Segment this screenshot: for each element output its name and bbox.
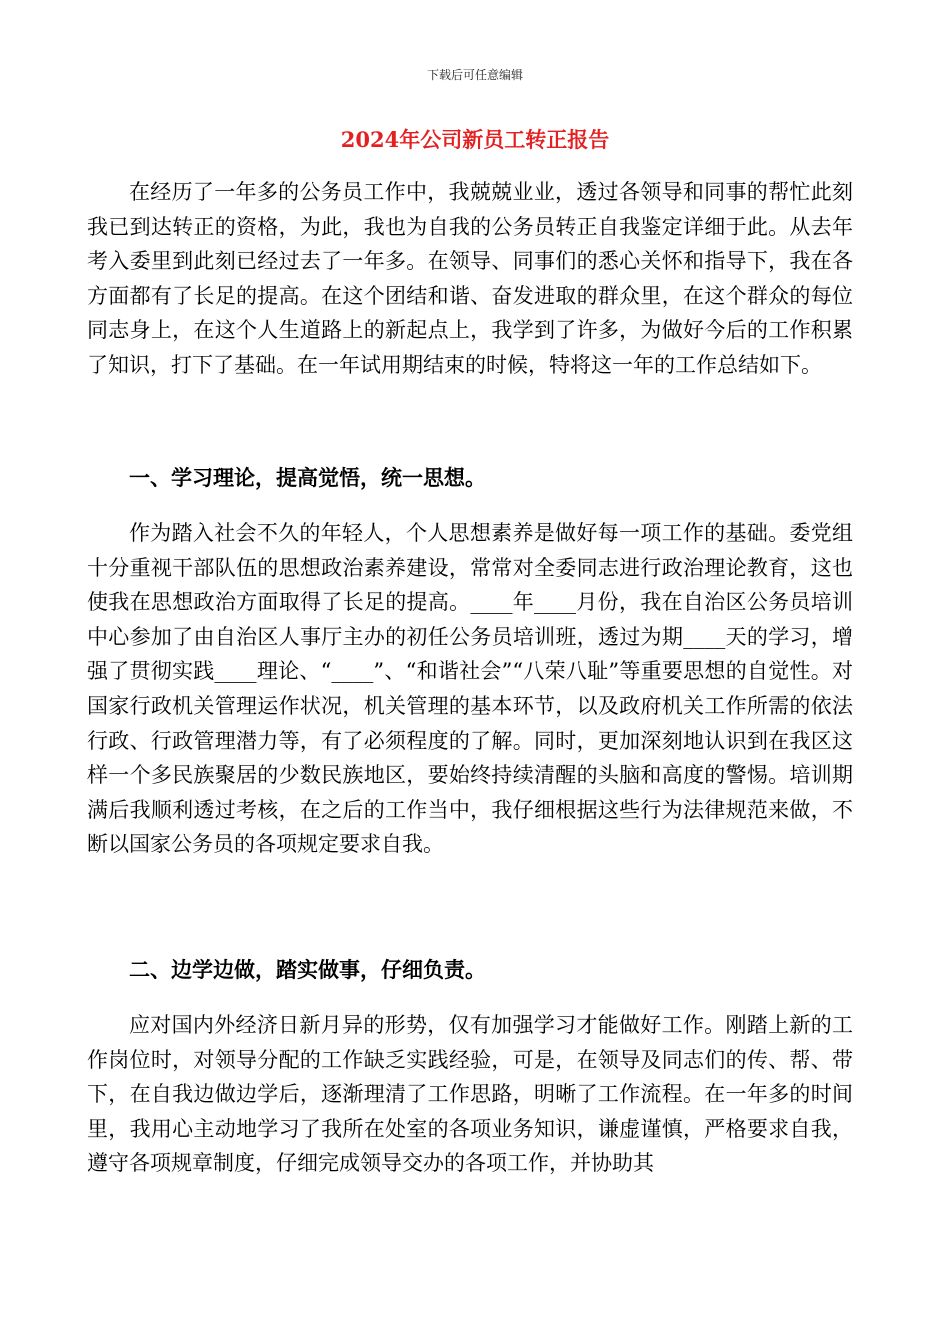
section-heading-2: 二、边学边做，踏实做事，仔细负责。: [129, 957, 486, 982]
intro-paragraph: 在经历了一年多的公务员工作中，我兢兢业业，透过各领导和同事的帮忙此刻我已到达转正的资格，为此，我也为自我的公务员转正自我鉴定详细于此。从去年考入委里到此刻已经过去了一年多。在领导、同事们的悉心关怀和指导下，我在各方面都有了长足的提高。在这个团结和谐、奋发进取的群众里，在这个群众的每位同志身上，在这个人生道路上的新起点上，我学到了许多，为做好今后的工作积累了知识，打下了基础。在一年试用期结束的时候，特将这一年的工作总结如下。: [87, 180, 853, 377]
section-body-2: 应对国内外经济日新月异的形势，仅有加强学习才能做好工作。刚踏上新的工作岗位时，对领导分配的工作缺乏实践经验，可是，在领导及同志们的传、帮、带下，在自我边做边学后，逐渐理清了工作思路，明晰了工作流程。在一年多的时间里，我用心主动地学习了我所在处室的各项业务知识，谦虚谨慎，严格要求自我，遵守各项规章制度，仔细完成领导交办的各项工作，并协助其: [87, 1013, 853, 1176]
document-title: 2024年公司新员工转正报告: [340, 127, 610, 152]
section-heading-1: 一、学习理论，提高觉悟，统一思想。: [129, 465, 486, 490]
section-body-1: 作为踏入社会不久的年轻人，个人思想素养是做好每一项工作的基础。委党组十分重视干部队伍的思想政治素养建设，常常对全委同志进行政治理论教育，这也使我在思想政治方面取得了长足的提高。____年____月份，我在自治区公务员培训中心参加了由自治区人事厅主办的初任公务员培训班，透过为期____天的学习，增强了贯彻实践____理论、“____”、“和谐社会”“八荣八耻”等重要思想的自觉性。对国家行政机关管理运作状况，机关管理的基本环节，以及政府机关工作所需的依法行政、行政管理潜力等，有了必须程度的了解。同时，更加深刻地认识到在我区这样一个多民族聚居的少数民族地区，要始终持续清醒的头脑和高度的警惕。培训期满后我顺利透过考核，在之后的工作当中，我仔细根据这些行为法律规范来做，不断以国家公务员的各项规定要求自我。: [87, 521, 853, 857]
page-header: 下载后可任意编辑: [426, 68, 523, 82]
